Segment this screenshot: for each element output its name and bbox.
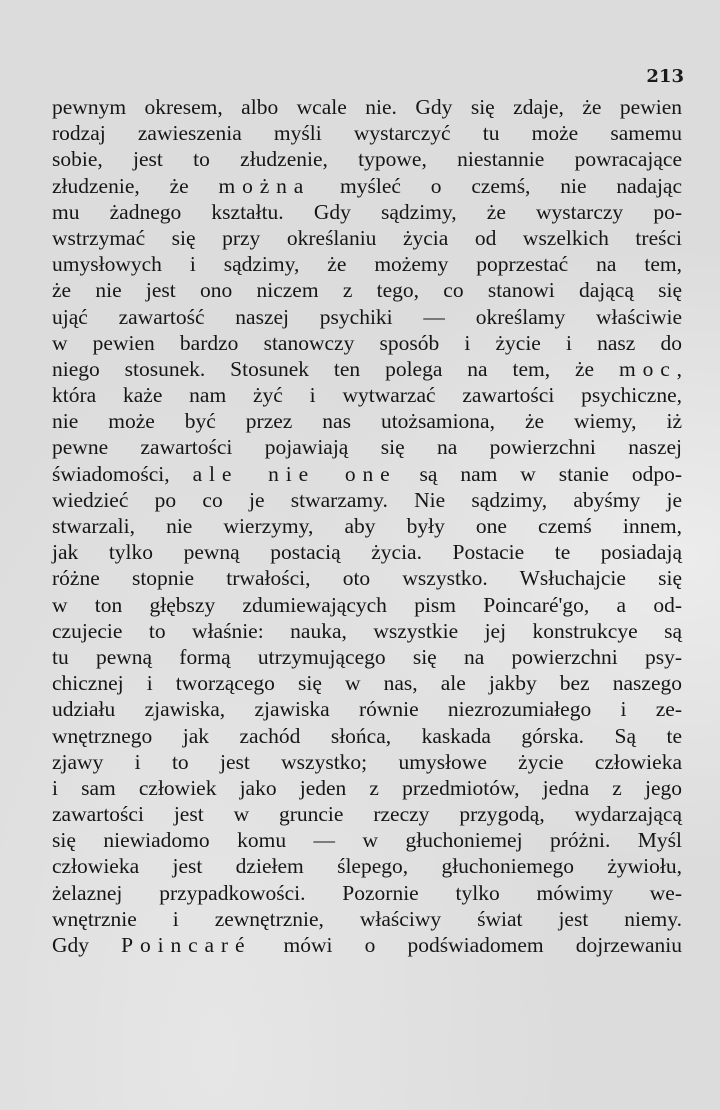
text-segment: udziału zjawiska, zjawiska równie niezrozumiałego i ze-	[52, 697, 682, 722]
text-line	[52, 199, 682, 225]
text-segment: niego stosunek. Stosunek ten polega na tem, że	[52, 356, 619, 381]
text-segment: czujecie to właśnie: nauka, wszystkie jej konstrukcye są	[52, 618, 682, 643]
text-line	[52, 618, 682, 644]
text-segment: chicznej i tworzącego się w nas, ale jakby bez naszego	[52, 671, 682, 696]
text-line	[52, 487, 682, 513]
text-segment: Gdy	[52, 933, 122, 957]
text-line	[52, 696, 682, 722]
text-segment: myśleć o czemś, nie nadając	[310, 173, 682, 198]
text-line	[52, 120, 682, 146]
text-segment: wstrzymać się przy określaniu życia od wszelkich treści	[52, 225, 682, 250]
text-segment: w ton głębszy zdumiewających pism Poincaré'go, a od-	[52, 592, 682, 617]
body-text	[52, 94, 682, 958]
text-segment: tu pewną formą utrzymującego się na powierzchni psy-	[52, 644, 682, 669]
text-line	[52, 251, 682, 277]
text-line	[52, 225, 682, 251]
text-line	[52, 539, 682, 565]
text-segment: zjawy i to jest wszystko; umysłowe życie człowieka	[52, 749, 682, 774]
text-line	[52, 173, 682, 199]
text-line	[52, 827, 682, 853]
text-line	[52, 146, 682, 172]
text-line	[52, 304, 682, 330]
text-line	[52, 592, 682, 618]
text-segment: w pewien bardzo stanowczy sposób i życie i nasz do	[52, 330, 682, 355]
text-segment: różne stopnie trwałości, oto wszystko. Wsłuchajcie się	[52, 566, 682, 591]
text-line	[52, 356, 682, 382]
text-line	[52, 906, 682, 932]
text-line	[52, 277, 682, 303]
page-number: 213	[646, 66, 684, 87]
text-segment: nie może być przez nas utożsamiona, że wiemy, iż	[52, 409, 682, 434]
text-segment: sobie, jest to złudzenie, typowe, niestannie powracające	[52, 147, 682, 172]
text-segment: złudzenie, że	[52, 173, 219, 198]
text-line	[52, 853, 682, 879]
text-segment: ,	[676, 356, 682, 381]
text-segment: wnętrznego jak zachód słońca, kaskada górska. Są te	[52, 723, 682, 748]
text-line	[52, 670, 682, 696]
text-line	[52, 330, 682, 356]
text-line	[52, 434, 682, 460]
spaced-emphasis: moc	[618, 356, 677, 381]
spaced-emphasis: można	[218, 173, 311, 198]
text-segment: ująć zawartość naszej psychiki — określamy właściwie	[52, 304, 682, 329]
text-line	[52, 880, 682, 906]
text-line	[52, 644, 682, 670]
text-segment: że nie jest ono niczem z tego, co stanowi dającą się	[52, 278, 682, 303]
text-line	[52, 801, 682, 827]
text-segment: pewnym okresem, albo wcale nie. Gdy się zdaje, że pewien	[52, 95, 682, 119]
text-line	[52, 723, 682, 749]
text-segment: zawartości jest w gruncie rzeczy przygodą, wydarzającą	[52, 802, 682, 827]
text-segment: człowieka jest dziełem ślepego, głuchoniemego żywiołu,	[52, 854, 682, 879]
text-segment: która każe nam żyć i wytwarzać zawartości psychiczne,	[52, 383, 682, 408]
text-line	[52, 749, 682, 775]
text-line	[52, 775, 682, 801]
text-line	[52, 932, 682, 958]
text-line	[52, 461, 682, 487]
text-line	[52, 565, 682, 591]
text-segment: rodzaj zawieszenia myśli wystarczyć tu może samemu	[52, 121, 682, 146]
text-line	[52, 408, 682, 434]
text-segment: wnętrznie i zewnętrznie, właściwy świat jest niemy.	[52, 906, 682, 931]
text-segment: i sam człowiek jako jeden z przedmiotów, jedna z jego	[52, 775, 682, 800]
spaced-emphasis: Poincaré	[121, 933, 252, 957]
text-line	[52, 382, 682, 408]
text-segment: są nam w stanie odpo-	[396, 461, 682, 486]
text-segment: świadomości,	[52, 461, 193, 486]
text-segment: żelaznej przypadkowości. Pozornie tylko mówimy we-	[52, 880, 682, 905]
text-segment: mu żadnego kształtu. Gdy sądzimy, że wystarczy po-	[52, 199, 682, 224]
text-segment: mówi o podświadomem dojrzewaniu	[251, 933, 682, 957]
text-line	[52, 513, 682, 539]
text-segment: umysłowych i sądzimy, że możemy poprzestać na tem,	[52, 252, 682, 277]
text-segment: stwarzali, nie wierzymy, aby były one czemś innem,	[52, 514, 682, 538]
text-segment: pewne zawartości pojawiają się na powierzchni naszej	[52, 435, 682, 460]
text-segment: się niewiadomo komu — w głuchoniemej próżni. Myśl	[52, 828, 682, 853]
spaced-emphasis: ale nie one	[192, 461, 397, 486]
text-line	[52, 94, 682, 120]
text-segment: wiedzieć po co je stwarzamy. Nie sądzimy, abyśmy je	[52, 487, 682, 512]
text-segment: jak tylko pewną postacią życia. Postacie te posiadają	[52, 540, 682, 565]
